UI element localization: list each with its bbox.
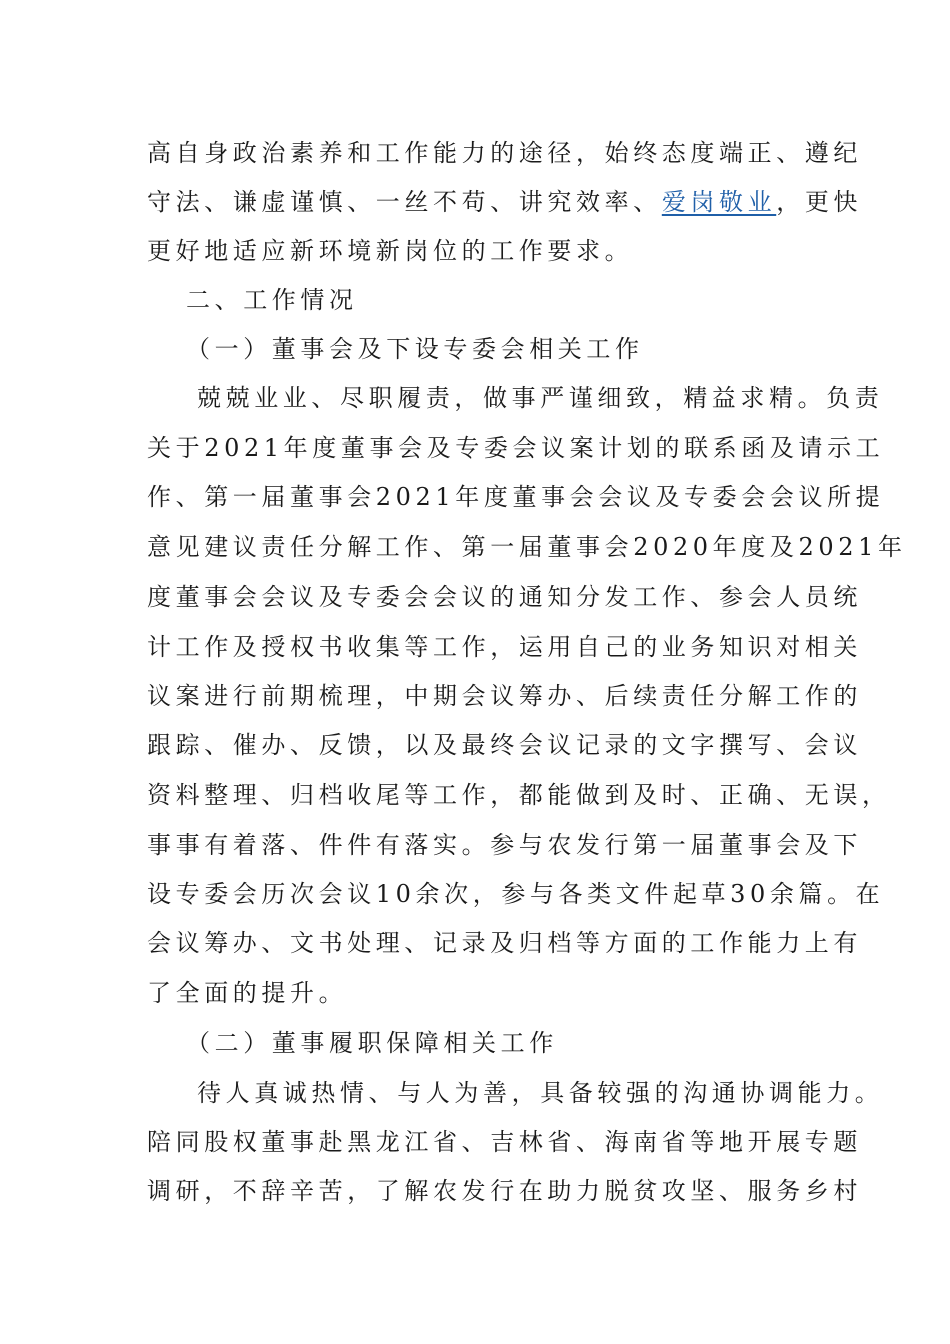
paragraph-2-line-11: 设专委会历次会议10余次，参与各类文件起草30余篇。在 [147,880,885,908]
paragraph-1-line-3: 更好地适应新环境新岗位的工作要求。 [147,237,634,265]
paragraph-3-line-3: 调研，不辞辛苦，了解农发行在助力脱贫攻坚、服务乡村 [147,1177,862,1205]
paragraph-1-line-2-text-before: 守法、谦虚谨慎、一丝不苟、讲究效率、 [147,188,662,216]
paragraph-3-line-1: 待人真诚热情、与人为善，具备较强的沟通协调能力。 [197,1079,884,1107]
paragraph-1-line-1: 高自身政治素养和工作能力的途径，始终态度端正、遵纪 [147,139,862,167]
paragraph-2-line-8: 跟踪、催办、反馈，以及最终会议记录的文字撰写、会议 [147,731,862,759]
section-heading-work-status: 二、工作情况 [186,286,358,314]
paragraph-2-line-9: 资料整理、归档收尾等工作，都能做到及时、正确、无误， [147,781,891,809]
paragraph-2-line-13: 了全面的提升。 [147,979,348,1007]
paragraph-2-line-6: 计工作及授权书收集等工作，运用自己的业务知识对相关 [147,633,862,661]
paragraph-2-line-12: 会议筹办、文书处理、记录及归档等方面的工作能力上有 [147,929,862,957]
subsection-heading-1: （一）董事会及下设专委会相关工作 [186,335,644,363]
paragraph-2-line-2: 关于2021年度董事会及专委会议案计划的联系函及请示工 [147,434,885,462]
subsection-heading-2: （二）董事履职保障相关工作 [186,1029,558,1057]
paragraph-2-line-7: 议案进行前期梳理，中期会议筹办、后续责任分解工作的 [147,682,862,710]
paragraph-2-line-3: 作、第一届董事会2021年度董事会会议及专委会会议所提 [147,483,885,511]
paragraph-2-line-10: 事事有着落、件件有落实。参与农发行第一届董事会及下 [147,831,862,859]
paragraph-2-line-4: 意见建议责任分解工作、第一届董事会2020年度及2021年 [147,533,907,561]
paragraph-3-line-2: 陪同股权董事赴黑龙江省、吉林省、海南省等地开展专题 [147,1128,862,1156]
link-aigangjingye[interactable]: 爱岗敬业 [661,188,777,216]
paragraph-1-line-2 [147,182,862,222]
paragraph-2-line-5: 度董事会会议及专委会会议的通知分发工作、参会人员统 [147,583,862,611]
paragraph-2-line-1: 兢兢业业、尽职履责，做事严谨细致，精益求精。负责 [197,384,884,412]
paragraph-1-line-2-text-after: ，更快 [776,188,863,216]
